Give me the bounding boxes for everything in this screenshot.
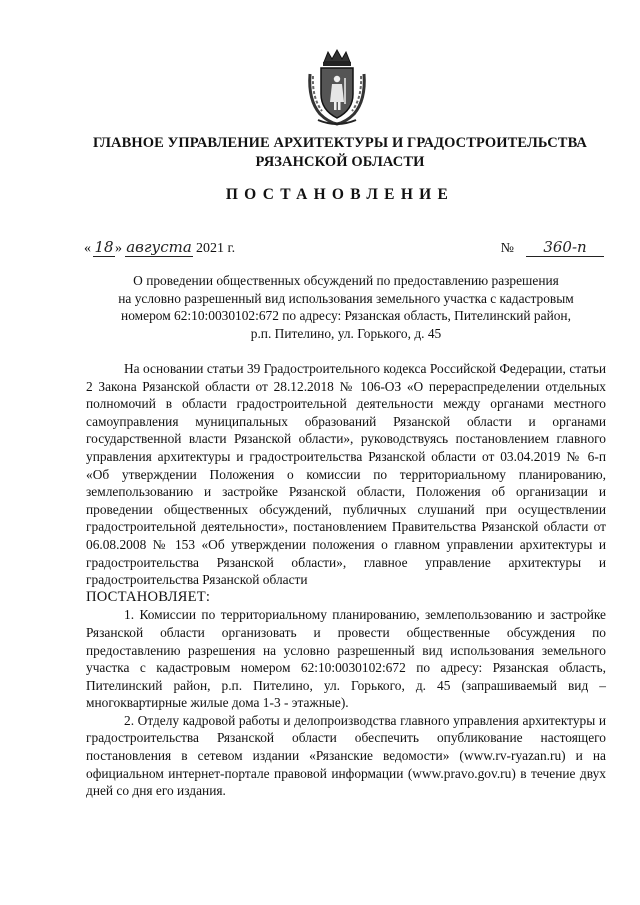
ryazan-coat-of-arms-icon <box>304 48 370 128</box>
document-number <box>501 238 604 257</box>
date-month: августа <box>126 238 192 256</box>
date-open-quote: « <box>84 241 91 256</box>
header-line-1: ГЛАВНОЕ УПРАВЛЕНИЕ АРХИТЕКТУРЫ И ГРАДОСТРОИТЕЛЬСТВА <box>92 135 588 151</box>
item-1-paragraph: 1. Комиссии по территориальному планированию, землепользованию и застройке Рязанской области организовать и провести общественные обсуждения по предоставлению разрешения на условно разрешенный вид использования земельного участка с кадастровым номером 62:10:0030102:672 по адресу: Рязанская область, Пителинский район, р.п. Пителино, ул. Горького, д. 45 (запрашиваемый вид – многоквартирные жилые дома 1-3 - этажные). <box>86 607 606 711</box>
document-title: ПОСТАНОВЛЕНИЕ <box>225 186 455 203</box>
date-close-quote: » <box>115 241 122 256</box>
subject-line-1: О проведении общественных обсуждений по предоставлению разрешения <box>133 273 559 288</box>
preamble-paragraph: На основании статьи 39 Градостроительного кодекса Российской Федерации, статьи 2 Закона Рязанской области от 28.12.2018 № 106-ОЗ «О перераспределении отдельных полномочий в области градостроительной деятельности между органами местного самоуправления муниципальных образований Рязанской области и органами государственной власти Рязанской области», руководствуясь постановлением главного управления архитектуры и градостроительства Рязанской области от 03.04.2019 № 6-п «Об утверждении Положения о комиссии по территориальному планированию, землепользованию и застройке Рязанской области, Положения об организации и проведении общественных обсуждений, публичных слушаний при осуществлении градостроительной деятельности», постановлением Правительства Рязанской области от 06.08.2008 № 153 «Об утверждении положения о главном управлении архитектуры и градостроительства Рязанской области», главное управление архитектуры и градостроительства Рязанской области <box>86 361 606 588</box>
resolution-heading: ПОСТАНОВЛЯЕТ: <box>86 588 211 605</box>
subject-line-3: номером 62:10:0030102:672 по адресу: Рязанская область, Пителинский район, <box>121 308 571 324</box>
document-subject <box>86 272 606 342</box>
header-line-2: РЯЗАНСКОЙ ОБЛАСТИ <box>255 154 425 170</box>
item-2-paragraph: 2. Отделу кадровой работы и делопроизводства главного управления архитектуры и градостроительства Рязанской области обеспечить опубликование настоящего постановления в сетевом издании «Рязанские ведомости» (www.rv-ryazan.ru) и на официальном интернет-портале правовой информации (www.pravo.gov.ru) в течение двух дней со дня его издания. <box>86 712 606 799</box>
document-date <box>84 238 235 257</box>
date-year: 2021 г. <box>196 241 236 256</box>
subject-line-4: р.п. Пителино, ул. Горького, д. 45 <box>250 325 442 341</box>
subject-line-2: на условно разрешенный вид использования земельного участка с кадастровым <box>118 290 574 306</box>
date-day: 18 <box>94 238 114 256</box>
number-value: 360-п <box>526 238 604 257</box>
date-number-row <box>84 232 604 262</box>
number-sign: № <box>500 241 514 256</box>
document-body <box>86 360 606 800</box>
